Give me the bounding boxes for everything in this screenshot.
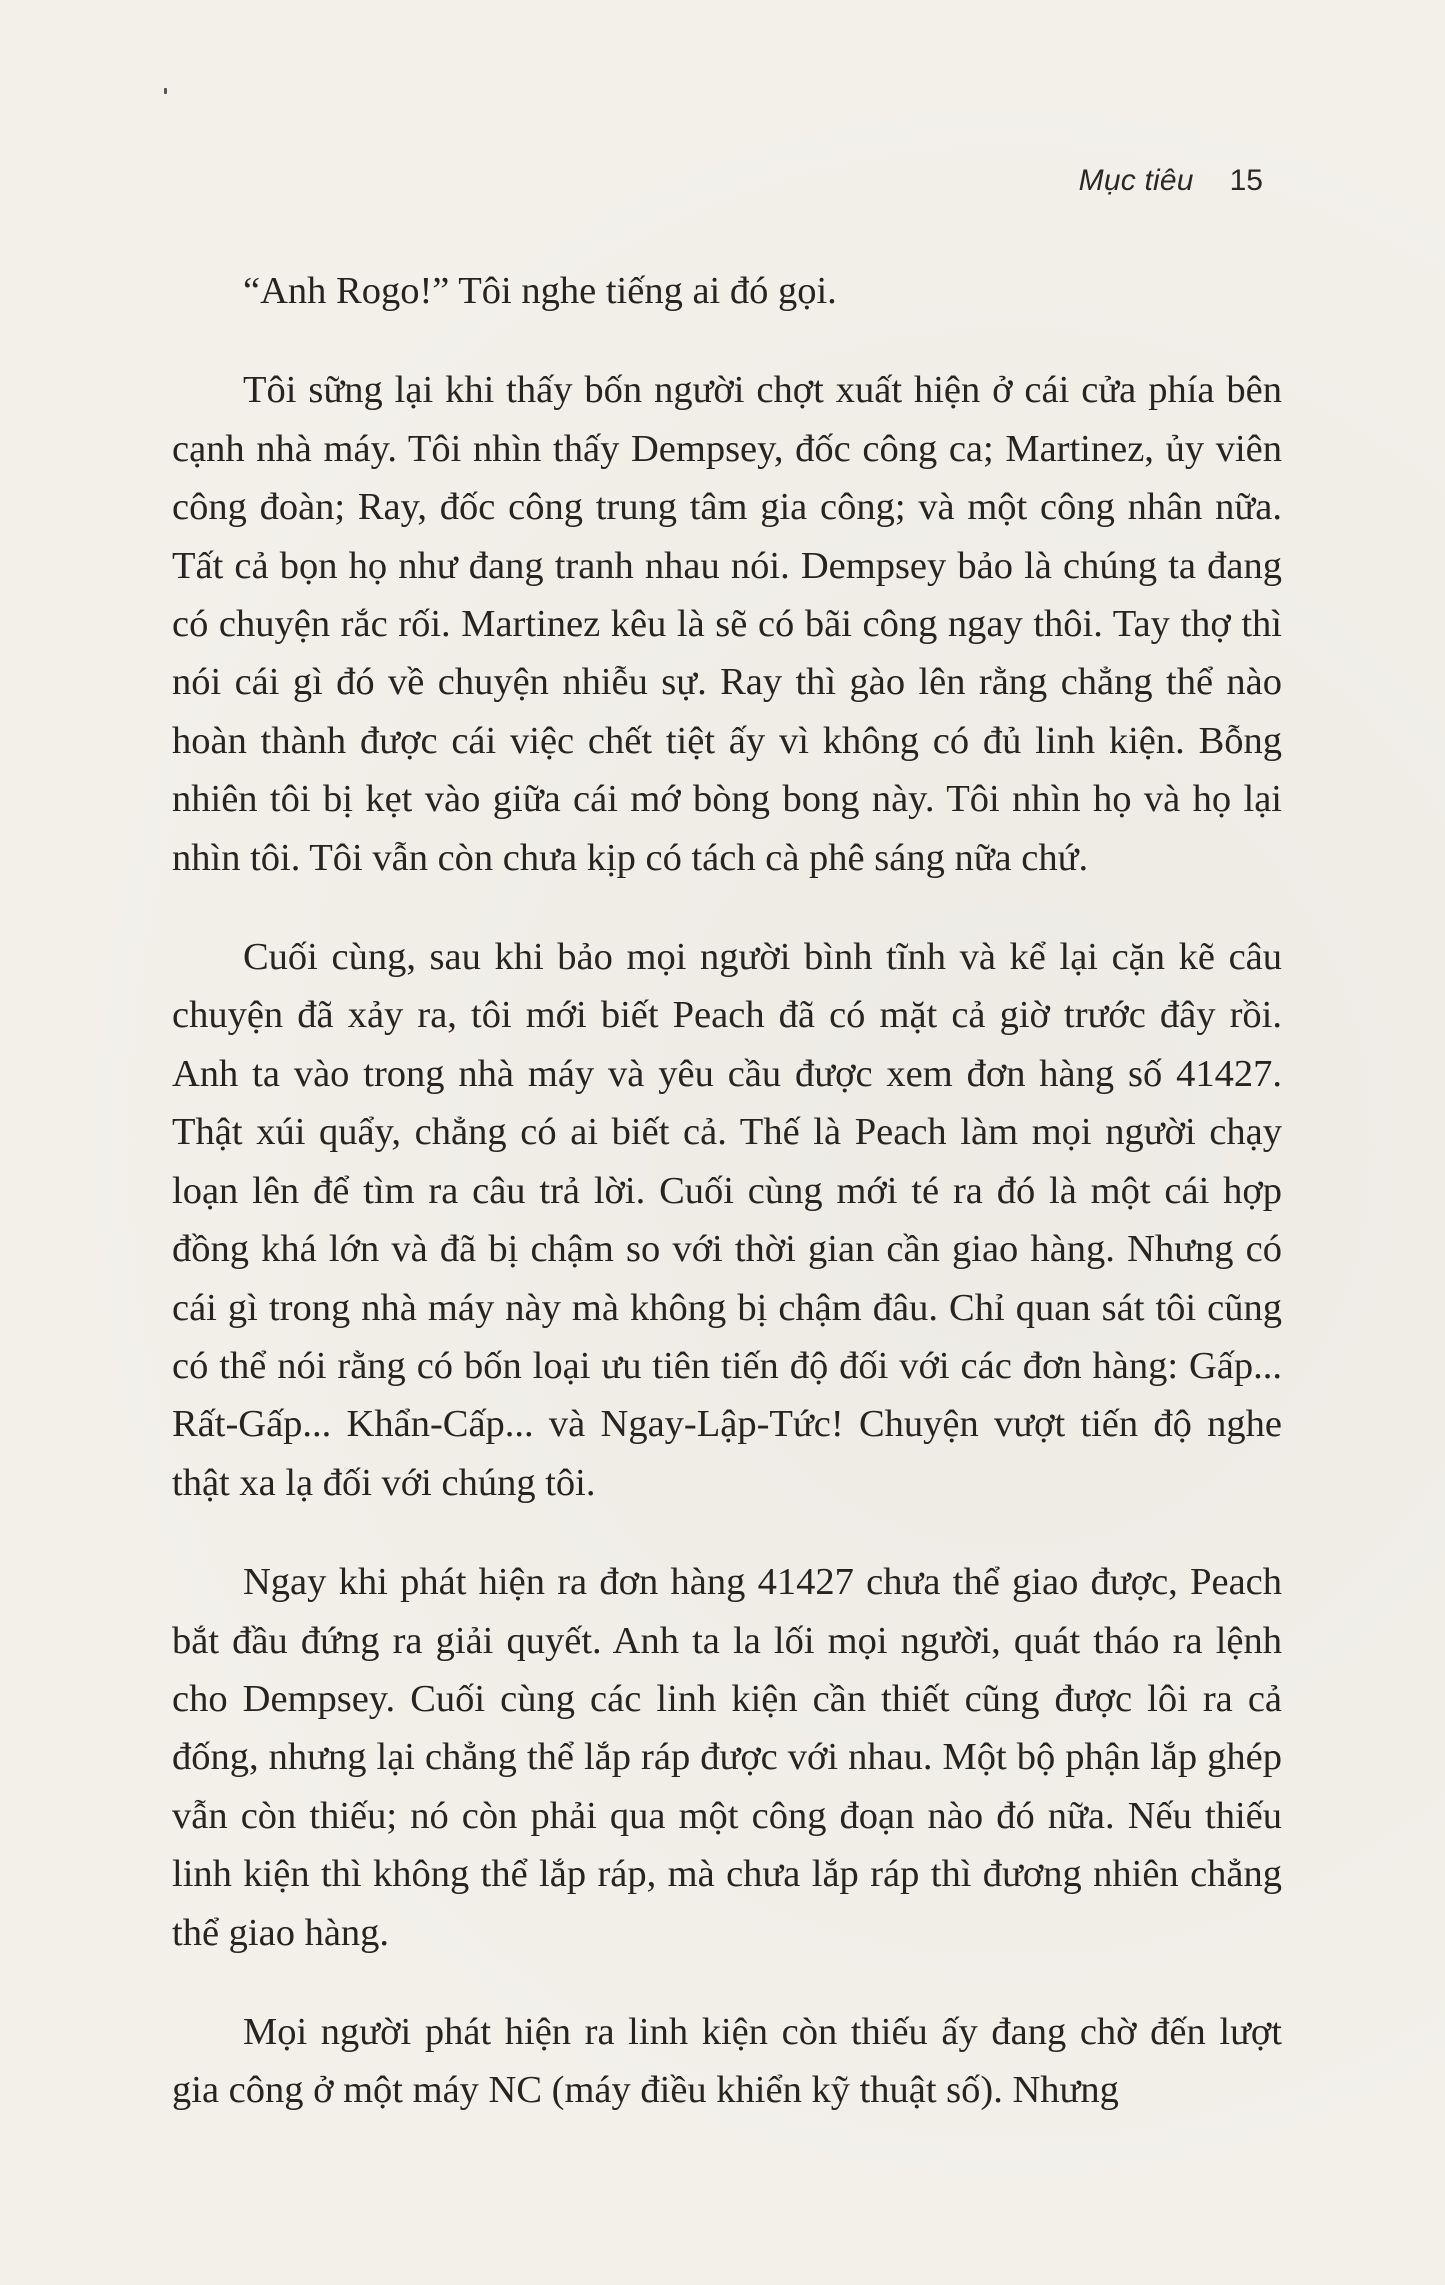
paragraph: Tôi sững lại khi thấy bốn người chợt xuất hiện ở cái cửa phía bên cạnh nhà máy. Tôi nhìn thấy Dempsey, đốc công ca; Martinez, ủy viên công đoàn; Ray, đốc công trung tâm gia công; và một công nhân nữa. Tất cả bọn họ như đang tranh nhau nói. Dempsey bảo là chúng ta đang có chuyện rắc rối. Martinez kêu là sẽ có bãi công ngay thôi. Tay thợ thì nói cái gì đó về chuyện nhiễu sự. Ray thì gào lên rằng chẳng thể nào hoàn thành được cái việc chết tiệt ấy vì không có đủ linh kiện. Bỗng nhiên tôi bị kẹt vào giữa cái mớ bòng bong này. Tôi nhìn họ và họ lại nhìn tôi. Tôi vẫn còn chưa kịp có tách cà phê sáng nữa chứ. — [172, 369, 1282, 879]
paragraph: Ngay khi phát hiện ra đơn hàng 41427 chưa thể giao được, Peach bắt đầu đứng ra giải quyết. Anh ta la lối mọi người, quát tháo ra lệnh cho Dempsey. Cuối cùng các linh kiện cần thiết cũng được lôi ra cả đống, nhưng lại chẳng thể lắp ráp được với nhau. Một bộ phận lắp ghép vẫn còn thiếu; nó còn phải qua một công đoạn nào đó nữa. Nếu thiếu linh kiện thì không thể lắp ráp, mà chưa lắp ráp thì đương nhiên chẳng thể giao hàng. — [172, 1561, 1282, 1954]
print-speck — [164, 88, 167, 94]
paragraph: “Anh Rogo!” Tôi nghe tiếng ai đó gọi. — [243, 270, 837, 312]
page-number: 15 — [1229, 164, 1263, 197]
page-header — [1079, 164, 1263, 198]
body-text — [172, 262, 1282, 2120]
paragraph: Cuối cùng, sau khi bảo mọi người bình tĩnh và kể lại cặn kẽ câu chuyện đã xảy ra, tôi mới biết Peach đã có mặt cả giờ trước đây rồi. Anh ta vào trong nhà máy và yêu cầu được xem đơn hàng số 41427. Thật xúi quẩy, chẳng có ai biết cả. Thế là Peach làm mọi người chạy loạn lên để tìm ra câu trả lời. Cuối cùng mới té ra đó là một cái hợp đồng khá lớn và đã bị chậm so với thời gian cần giao hàng. Nhưng có cái gì trong nhà máy này mà không bị chậm đâu. Chỉ quan sát tôi cũng có thể nói rằng có bốn loại ưu tiên tiến độ đối với các đơn hàng: Gấp... Rất-Gấp... Khẩn-Cấp... và Ngay-Lập-Tức! Chuyện vượt tiến độ nghe thật xa lạ đối với chúng tôi. — [172, 936, 1282, 1504]
paragraph: Mọi người phát hiện ra linh kiện còn thiếu ấy đang chờ đến lượt gia công ở một máy NC (máy điều khiển kỹ thuật số). Nhưng — [172, 2010, 1282, 2112]
running-header-section-title: Mục tiêu — [1078, 164, 1194, 197]
